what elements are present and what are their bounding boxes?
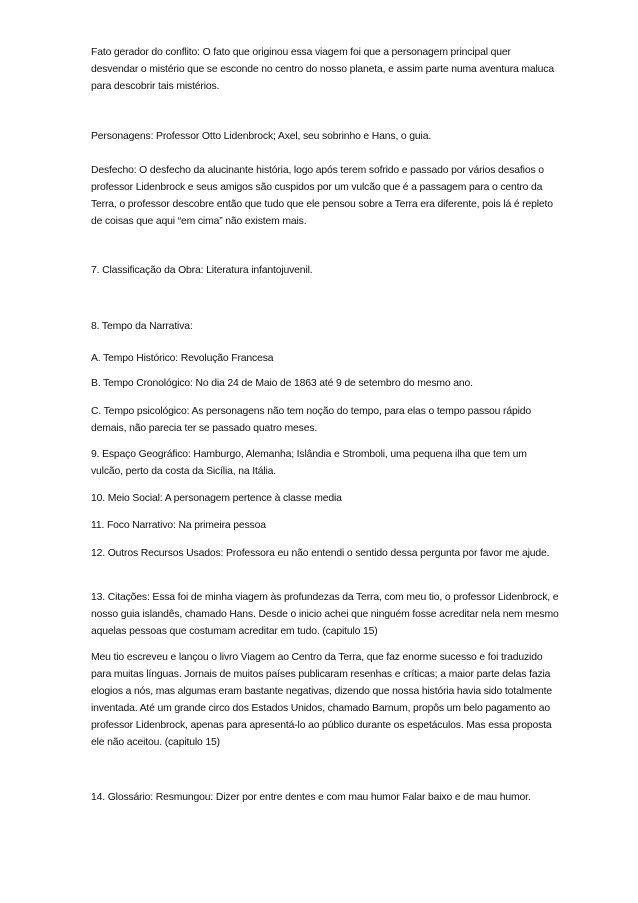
paragraph-classification: 7. Classificação da Obra: Literatura infantojuvenil. <box>91 265 313 276</box>
paragraph-historical-time: A. Tempo Histórico: Revolução Francesa <box>91 353 274 364</box>
paragraph-narrative-time: 8. Tempo da Narrativa: <box>91 321 193 332</box>
paragraph-social-environment: 10. Meio Social: A personagem pertence à classe media <box>91 493 342 504</box>
paragraph-characters: Personagens: Professor Otto Lidenbrock; Axel, seu sobrinho e Hans, o guia. <box>91 131 432 142</box>
paragraph-glossary: 14. Glossário: Resmungou: Dizer por entre dentes e com mau humor Falar baixo e de mau humor. <box>91 792 531 803</box>
paragraph-narrative-focus: 11. Foco Narrativo: Na primeira pessoa <box>91 520 266 531</box>
paragraph-psychological-time: C. Tempo psicológico: As personagens não tem noção do tempo, para elas o tempo passou rápido demais, não parecia ter se passado quatro meses. <box>91 406 532 434</box>
paragraph-conflict: Fato gerador do conflito: O fato que originou essa viagem foi que a personagem principal quer desvendar o mistério que se esconde no centro do nosso planeta, e assim parte numa aventura maluca para descobrir tais mistérios. <box>91 47 554 92</box>
paragraph-geographic-space: 9. Espaço Geográfico: Hamburgo, Alemanha; Islândia e Stromboli, uma pequena ilha que tem um vulcão, perto da costa da Sicília, na Itália. <box>91 449 527 477</box>
paragraph-chronological-time: B. Tempo Cronológico: No dia 24 de Maio de 1863 até 9 de setembro do mesmo ano. <box>91 378 473 389</box>
paragraph-other-resources: 12. Outros Recursos Usados: Professora eu não entendi o sentido dessa pergunta por favor me ajude. <box>91 548 550 559</box>
paragraph-quote-continued: Meu tio escreveu e lançou o livro Viagem ao Centro da Terra, que faz enorme sucesso e foi traduzido para muitas línguas. Jornais de muitos países publicaram resenhas e críticas; a maior parte delas fazia elogios a nós, mas algumas eram bastante negativas, dizendo que nossa história havia sido totalmente inventada. Até um grande circo dos Estados Unidos, chamado Barnum, propôs um belo pagamento ao professor Lidenbrock, apenas para apresentá-lo ao público durante os espetáculos. Mas essa proposta ele não aceitou. (capitulo 15) <box>91 652 552 748</box>
paragraph-quotes: 13. Citações: Essa foi de minha viagem às profundezas da Terra, com meu tio, o professor Lidenbrock, e nosso guia islandês, chamado Hans. Desde o inicio achei que ninguém fosse acreditar nela nem mesmo aquelas pessoas que costumam acreditar em tudo. (capitulo 15) <box>91 592 559 637</box>
paragraph-ending: Desfecho: O desfecho da alucinante história, logo após terem sofrido e passado por vários desafios o professor Lidenbrock e seus amigos são cuspidos por um vulcão que é a passagem para o centro da Terra, o professor descobre então que tudo que ele pensou sobre a Terra era diferente, pois lá é repleto de coisas que aqui “em cima” não existem mais. <box>91 165 553 227</box>
